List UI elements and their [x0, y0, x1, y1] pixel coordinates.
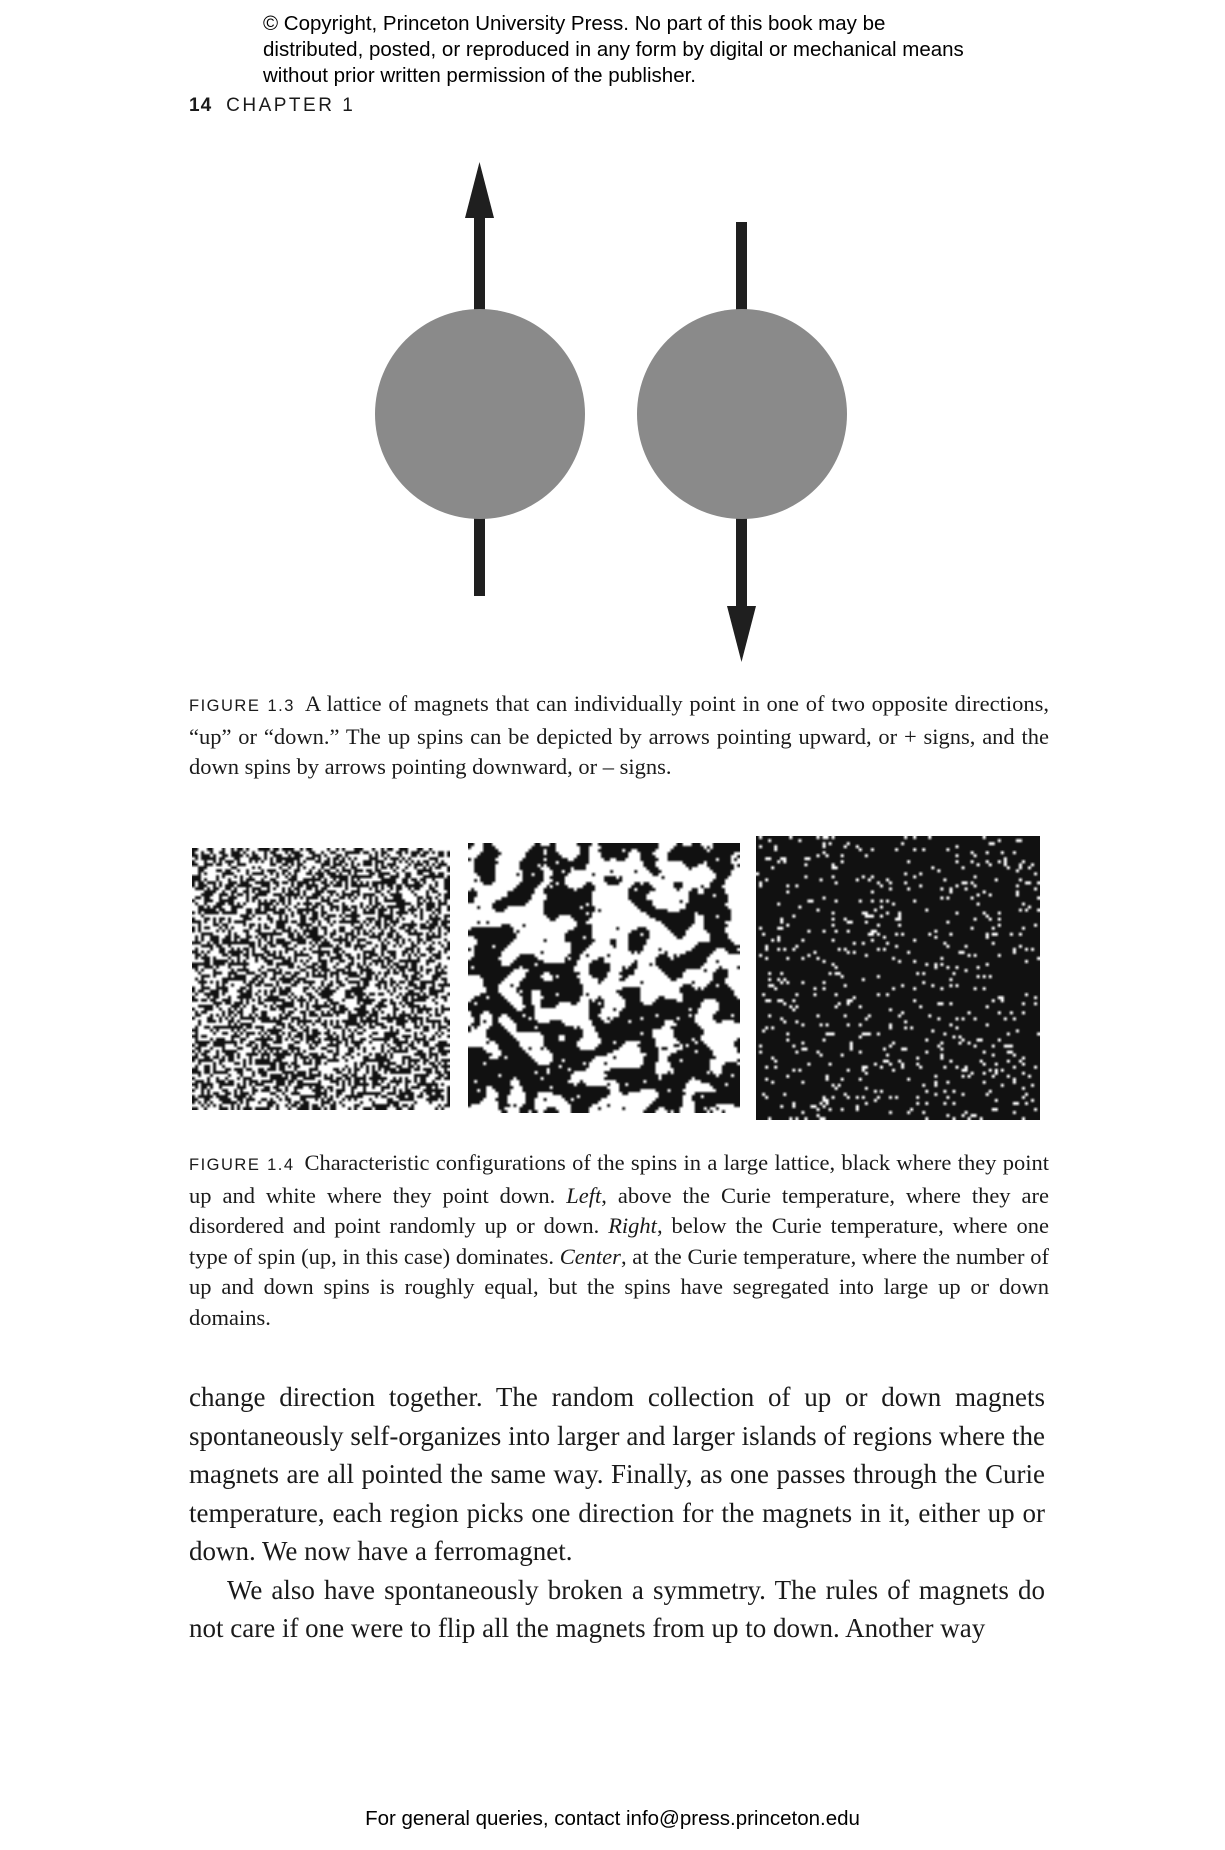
figure-1-3-spins [370, 162, 860, 672]
page-number: 14 [189, 95, 213, 116]
figure-1-3-caption [189, 689, 1049, 783]
copyright-notice: © Copyright, Princeton University Press. No part of this book may be distributed, posted, or reproduced in any form by digital or mechanical means without prior written permission of the publisher. [263, 12, 964, 87]
lattice-left-canvas [192, 848, 450, 1110]
spin-up-sphere [375, 309, 585, 519]
caption-part: , above the Curie temperature, where they are disordered and point randomly up or down. [189, 1182, 1049, 1238]
lattice-right-canvas [756, 836, 1040, 1120]
footer-contact: For general queries, contact info@press.princeton.edu [365, 1807, 860, 1830]
spin-up-arrowhead [465, 162, 494, 218]
caption-part: , at the Curie temperature, where the number of up and down spins is roughly equal, but the spins have segregated into large up or down domains. [189, 1243, 1050, 1330]
figure-1-4-caption [189, 1148, 1049, 1333]
caption-part-italic: Left [566, 1182, 602, 1208]
spin-down-sphere [637, 309, 847, 519]
lattice-panel-left [192, 848, 450, 1110]
caption-text [189, 1150, 1049, 1330]
spin-down-arrowhead [727, 606, 756, 662]
spin-down [637, 222, 847, 662]
caption-part-italic: Right [608, 1213, 657, 1238]
figure-label: FIGURE 1.3 [189, 697, 295, 715]
lattice-panel-center [468, 843, 740, 1113]
lattice-center-canvas [468, 843, 740, 1113]
running-head [189, 95, 355, 117]
figure-label: FIGURE 1.4 [189, 1156, 295, 1174]
caption-part: , below the Curie temperature, where one type of spin (up, in this case) dominates. [189, 1213, 1049, 1269]
caption-part: Characteristic configurations of the spins in a large lattice, black where they point up and white where they point down. [189, 1150, 1049, 1208]
body-text [189, 1378, 1045, 1648]
spin-up [375, 162, 585, 596]
caption-part-italic: Center [559, 1243, 621, 1269]
caption-text: A lattice of magnets that can individually point in one of two opposite directions, “up” or “down.” The up spins can be depicted by arrows pointing upward, or + signs, and the down spins by arrows pointing downward, or – signs. [189, 691, 1049, 779]
chapter-label: CHAPTER 1 [226, 95, 356, 116]
paragraph: We also have spontaneously broken a symmetry. The rules of magnets do not care if one were to flip all the magnets from up to down. Another way [189, 1574, 1045, 1643]
lattice-panel-right [756, 836, 1040, 1120]
paragraph: change direction together. The random collection of up or down magnets spontaneously self-organizes into larger and larger islands of regions where the magnets are all pointed the same way. Finally, as one passes through the Curie temperature, each region picks one direction for the magnets in it, either up or down. We now have a ferromagnet. [189, 1382, 1045, 1566]
